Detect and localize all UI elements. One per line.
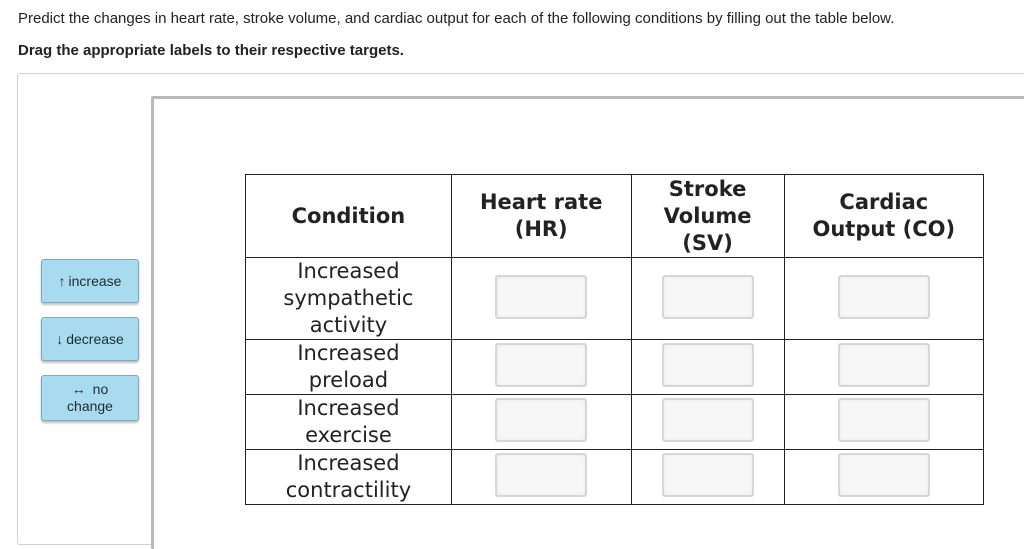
drop-target-co-4[interactable] — [838, 453, 930, 497]
header-stroke-volume: Stroke Volume (SV) — [631, 175, 784, 258]
label-increase-text: increase — [68, 272, 122, 289]
drag-directive: Drag the appropriate labels to their respective targets. — [18, 42, 404, 59]
hr-target-cell — [451, 340, 631, 395]
drop-target-hr-3[interactable] — [495, 398, 587, 442]
table-header-row — [246, 175, 984, 258]
drop-target-co-3[interactable] — [838, 398, 930, 442]
header-heart-rate: Heart rate (HR) — [451, 175, 631, 258]
drop-target-sv-1[interactable] — [662, 275, 754, 319]
sv-target-cell — [631, 340, 784, 395]
sv-target-cell — [631, 258, 784, 340]
table-row — [246, 395, 984, 450]
condition-cell: Increased sympathetic activity — [246, 258, 452, 340]
condition-cell: Increased contractility — [246, 450, 452, 505]
label-decrease-text: decrease — [66, 330, 124, 347]
drop-target-sv-3[interactable] — [662, 398, 754, 442]
instruction-text: Predict the changes in heart rate, stroke volume, and cardiac output for each of the following conditions by filling out the table below. — [18, 10, 895, 27]
drop-target-sv-2[interactable] — [662, 343, 754, 387]
hr-target-cell — [451, 450, 631, 505]
drop-target-co-2[interactable] — [838, 343, 930, 387]
drop-target-co-1[interactable] — [838, 275, 930, 319]
label-no-change-text2: change — [67, 398, 113, 414]
drop-target-hr-1[interactable] — [495, 275, 587, 319]
co-target-cell — [784, 450, 983, 505]
drop-target-hr-2[interactable] — [495, 343, 587, 387]
header-condition: Condition — [246, 175, 452, 258]
sv-target-cell — [631, 450, 784, 505]
label-increase[interactable] — [41, 259, 139, 303]
arrow-up-icon: ↑ — [58, 272, 66, 289]
co-target-cell — [784, 258, 983, 340]
table-row — [246, 450, 984, 505]
co-target-cell — [784, 340, 983, 395]
label-decrease[interactable] — [41, 317, 139, 361]
condition-cell: Increased exercise — [246, 395, 452, 450]
label-no-change-text: no — [92, 381, 109, 397]
prediction-table — [245, 174, 984, 505]
label-no-change[interactable] — [41, 375, 139, 421]
arrow-left-right-icon: ↔ — [71, 381, 86, 397]
hr-target-cell — [451, 258, 631, 340]
arrow-down-icon: ↓ — [56, 330, 64, 347]
co-target-cell — [784, 395, 983, 450]
drop-target-hr-4[interactable] — [495, 453, 587, 497]
table-row — [246, 258, 984, 340]
sv-target-cell — [631, 395, 784, 450]
condition-cell: Increased preload — [246, 340, 452, 395]
drop-target-sv-4[interactable] — [662, 453, 754, 497]
header-cardiac-output: Cardiac Output (CO) — [784, 175, 983, 258]
hr-target-cell — [451, 395, 631, 450]
table-row — [246, 340, 984, 395]
